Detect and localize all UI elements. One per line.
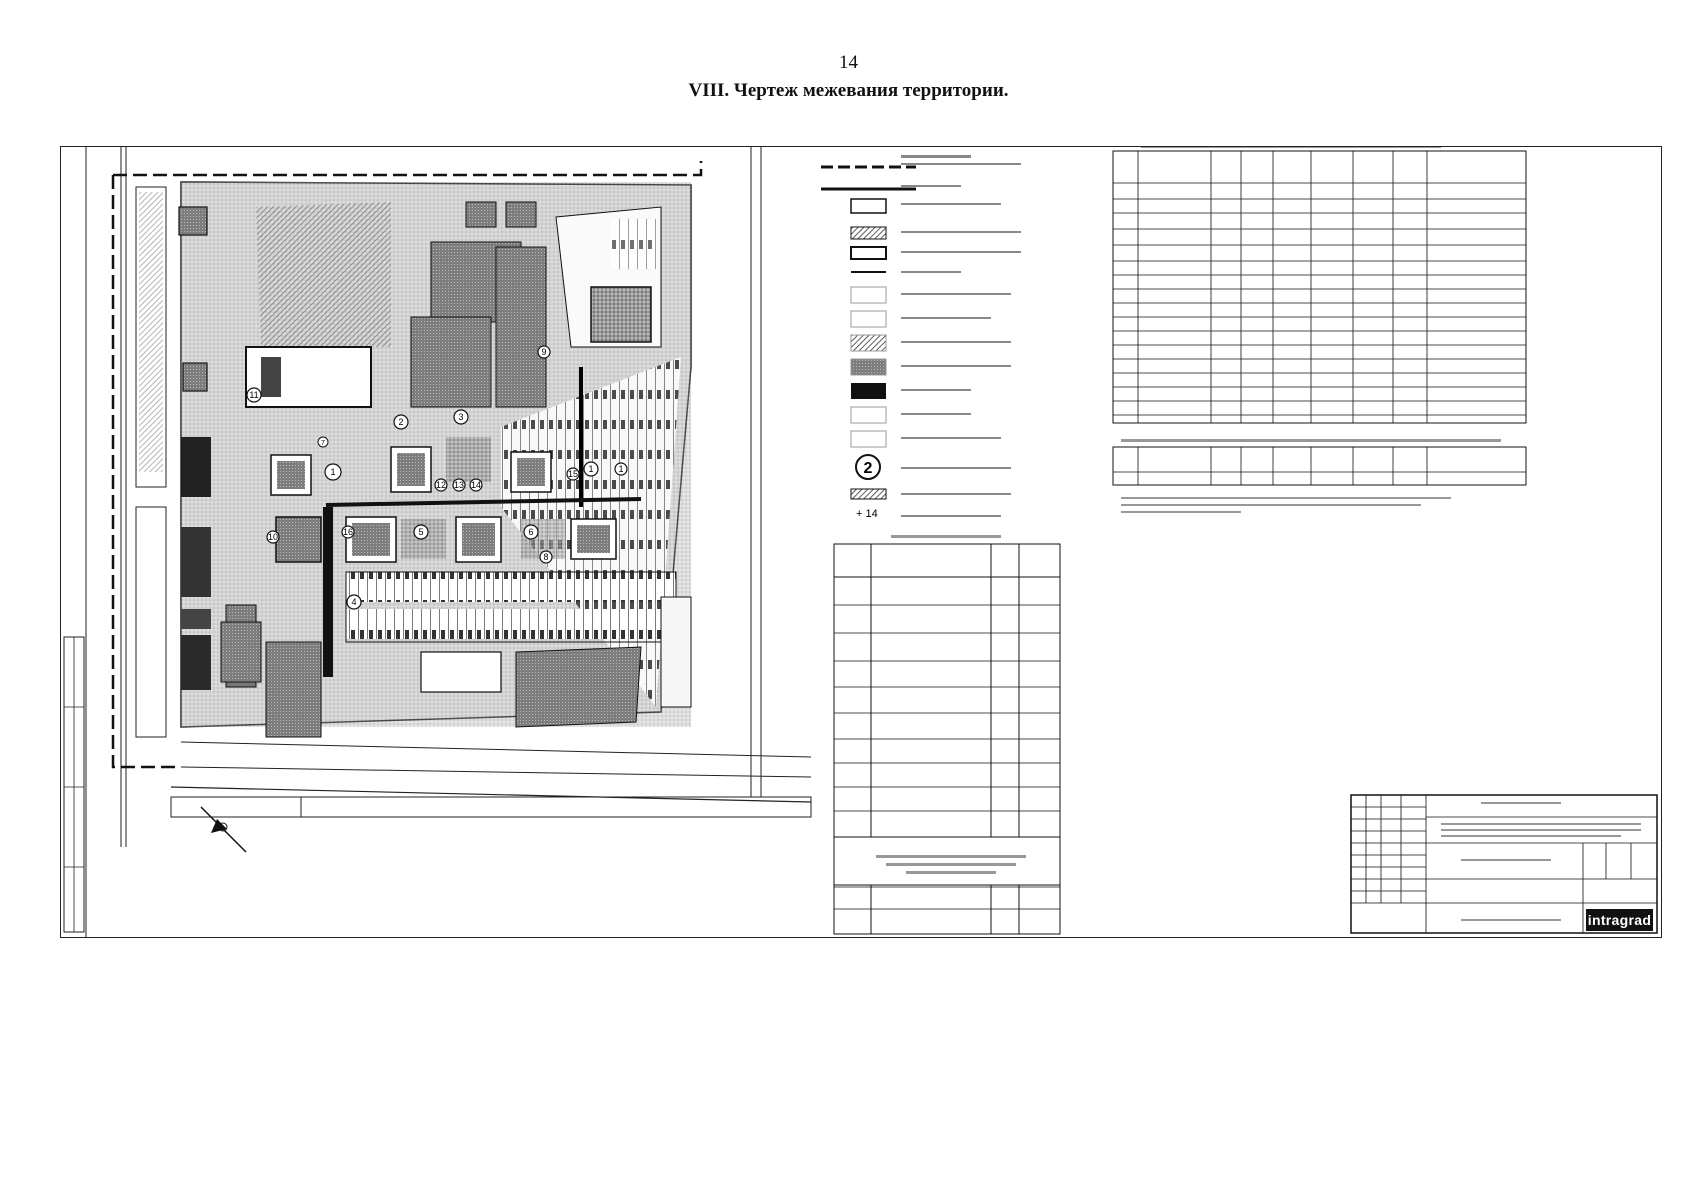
- legend-level-example: + 14: [856, 508, 878, 520]
- svg-text:3: 3: [458, 412, 464, 422]
- parcel-marker: [470, 479, 482, 491]
- parcel-marker: [540, 551, 552, 563]
- north-arrow-icon: [201, 807, 246, 852]
- parcel-marker: [394, 415, 408, 429]
- svg-text:16: 16: [342, 527, 354, 537]
- svg-text:8: 8: [543, 552, 549, 562]
- page-number: 14: [839, 52, 858, 73]
- non-capital-objects-table: [1113, 439, 1526, 513]
- svg-text:4: 4: [351, 597, 357, 607]
- svg-text:2: 2: [398, 417, 404, 427]
- parcel-marker: [414, 525, 428, 539]
- parcel-marker: [567, 468, 579, 480]
- parcel-marker: [347, 595, 361, 609]
- svg-text:1: 1: [588, 464, 594, 474]
- company-logo: intragrad: [1586, 909, 1653, 931]
- drawing-canvas: [61, 147, 1661, 937]
- margin-stamp: [64, 147, 86, 937]
- svg-text:5: 5: [418, 527, 424, 537]
- parcel-marker: [453, 479, 465, 491]
- parcel-marker: [267, 531, 279, 543]
- parcels-table: [834, 535, 1060, 934]
- svg-text:13: 13: [453, 480, 465, 490]
- parcel-marker: [538, 346, 550, 358]
- svg-text:9: 9: [541, 347, 547, 357]
- capital-construction-table: [1113, 147, 1526, 423]
- site-plan: [113, 147, 811, 852]
- legend: [821, 155, 1021, 520]
- parcel-marker: [318, 437, 328, 447]
- svg-text:1: 1: [618, 464, 624, 474]
- page-title: VIII. Чертеж межевания территории.: [688, 80, 1009, 101]
- parcel-marker: [342, 526, 354, 538]
- parcel-marker: [584, 462, 598, 476]
- svg-text:11: 11: [249, 390, 259, 400]
- parcel-marker: [247, 388, 261, 402]
- parcel-marker: [524, 525, 538, 539]
- svg-text:1: 1: [330, 467, 336, 477]
- parcel-marker: [454, 410, 468, 424]
- parcel-marker: [435, 479, 447, 491]
- svg-text:6: 6: [528, 527, 534, 537]
- svg-text:15: 15: [567, 469, 579, 479]
- svg-text:14: 14: [470, 480, 482, 490]
- parcel-marker: [325, 464, 341, 480]
- svg-text:10: 10: [267, 532, 279, 542]
- parcel-marker: [615, 463, 627, 475]
- svg-text:12: 12: [435, 480, 447, 490]
- svg-text:7: 7: [321, 440, 325, 447]
- drawing-sheet: [60, 146, 1662, 938]
- legend-marker-example: 2: [863, 460, 873, 477]
